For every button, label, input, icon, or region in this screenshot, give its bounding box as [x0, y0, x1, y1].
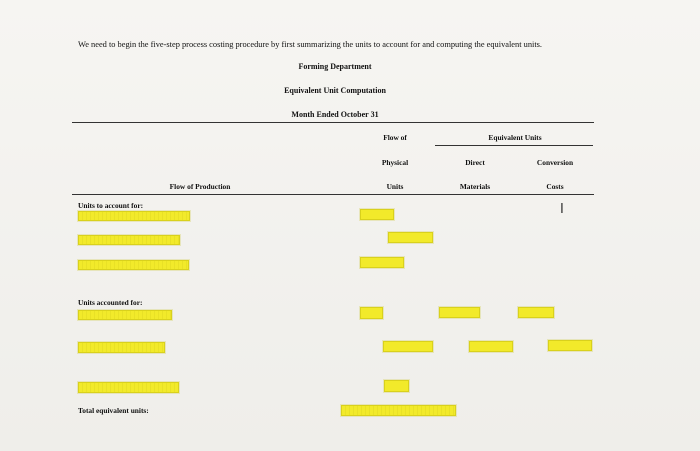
account-row-2-description-input[interactable]: [78, 235, 180, 245]
accounted-row-1-description-input[interactable]: [78, 310, 172, 320]
header-units: Units: [386, 182, 404, 191]
department-title: Forming Department: [298, 62, 372, 71]
accounted-row-1-conversion-costs-input[interactable]: [518, 307, 554, 318]
account-row-1-description-input[interactable]: [78, 211, 190, 221]
header-flow-of: Flow of: [383, 133, 407, 142]
accounted-row-1-physical-units-input[interactable]: [360, 307, 383, 319]
header-physical: Physical: [381, 158, 409, 167]
accounted-row-3-physical-units-input[interactable]: [384, 380, 409, 392]
title-divider: [72, 122, 594, 123]
header-direct: Direct: [465, 158, 485, 167]
header-conversion: Conversion: [536, 158, 574, 167]
period-title: Month Ended October 31: [291, 110, 379, 119]
accounted-row-1-direct-materials-input[interactable]: [439, 307, 480, 318]
accounted-row-2-physical-units-input[interactable]: [383, 341, 433, 352]
instructions-text: We need to begin the five-step process costing procedure by first summarizing the units to account for and computing the equivalent units.: [78, 40, 543, 49]
accounted-row-2-conversion-costs-input[interactable]: [548, 340, 592, 351]
units-to-account-for-label: Units to account for:: [78, 201, 144, 210]
accounted-row-2-description-input[interactable]: [78, 342, 165, 353]
accounted-row-2-direct-materials-input[interactable]: [469, 341, 513, 352]
header-equivalent-units: Equivalent Units: [488, 133, 542, 142]
header-costs: Costs: [546, 182, 564, 191]
header-divider: [72, 194, 594, 195]
total-equivalent-units-label: Total equivalent units:: [78, 406, 149, 415]
total-equivalent-units-input[interactable]: [341, 405, 456, 416]
account-row-2-physical-units-input[interactable]: [388, 232, 433, 243]
account-row-3-description-input[interactable]: [78, 260, 189, 270]
accounted-row-3-description-input[interactable]: [78, 382, 179, 393]
header-materials: Materials: [459, 182, 491, 191]
units-accounted-for-label: Units accounted for:: [78, 298, 143, 307]
equivalent-units-underline: [435, 145, 593, 146]
account-row-3-physical-units-input[interactable]: [360, 257, 404, 268]
text-cursor-icon: I: [560, 202, 564, 217]
account-row-1-physical-units-input[interactable]: [360, 209, 394, 220]
header-flow-of-production: Flow of Production: [169, 182, 231, 191]
schedule-title: Equivalent Unit Computation: [284, 86, 386, 95]
